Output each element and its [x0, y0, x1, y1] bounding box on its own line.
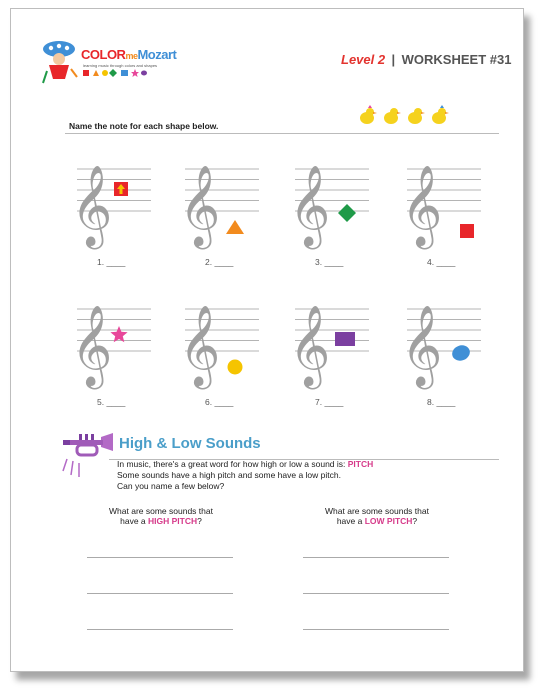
staff-7 — [287, 291, 387, 391]
treble-clef-icon: 𝄞 — [71, 164, 113, 246]
high-answer-line-3[interactable] — [87, 629, 233, 630]
logo-me-text: me — [125, 51, 138, 61]
treble-clef-icon: 𝄞 — [289, 164, 331, 246]
pitch-keyword: PITCH — [347, 459, 374, 469]
worksheet-number: WORKSHEET #31 — [401, 52, 512, 67]
high-q-line1: What are some sounds that — [109, 506, 213, 516]
note-shape-diamond — [338, 204, 356, 222]
staff-5 — [69, 291, 169, 391]
high-q-prefix: have a — [120, 516, 149, 526]
note-shape-triangle — [226, 220, 244, 234]
logo-color-text: COLOR — [81, 47, 126, 62]
low-pitch-question — [297, 506, 457, 526]
note-shape-circle — [228, 360, 243, 375]
low-q-prefix: have a — [336, 516, 365, 526]
low-pitch-keyword: LOW PITCH — [364, 516, 413, 526]
high-q-suffix: ? — [197, 516, 202, 526]
staff-1 — [69, 151, 169, 251]
staff-4 — [399, 151, 499, 251]
section-instruction: Name the note for each shape below. — [69, 121, 219, 131]
high-pitch-keyword: HIGH PITCH — [148, 516, 198, 526]
body-line-1-text: In music, there's a great word for how high or low a sound is: — [117, 459, 348, 469]
staff-exercises — [11, 9, 523, 671]
logo-mozart-text: Mozart — [137, 47, 177, 62]
low-q-line1: What are some sounds that — [325, 506, 429, 516]
body-line-1 — [117, 459, 373, 470]
header-separator: | — [391, 52, 396, 67]
staff-6 — [177, 291, 277, 391]
treble-clef-icon: 𝄞 — [179, 304, 221, 386]
level-label: Level 2 — [341, 52, 386, 67]
high-pitch-question — [81, 506, 241, 526]
trumpet-icon — [59, 431, 115, 481]
section2-heading: High & Low Sounds — [119, 435, 261, 452]
answer-label-4[interactable]: 4. ____ — [427, 257, 456, 267]
treble-clef-icon: 𝄞 — [401, 304, 443, 386]
staff-3 — [287, 151, 387, 251]
low-answer-line-1[interactable] — [303, 557, 449, 558]
answer-label-7[interactable]: 7. ____ — [315, 397, 344, 407]
answer-label-2[interactable]: 2. ____ — [205, 257, 234, 267]
low-answer-line-3[interactable] — [303, 629, 449, 630]
logo-tagline: learning music through colors and shapes — [83, 63, 158, 68]
section2-body — [117, 459, 373, 492]
body-line-3: Can you name a few below? — [117, 481, 225, 491]
staff-2 — [177, 151, 277, 251]
low-q-suffix: ? — [412, 516, 418, 526]
body-line-2: Some sounds have a high pitch and some have a low pitch. — [117, 470, 341, 480]
note-shape-rectangle — [335, 332, 355, 346]
answer-label-8[interactable]: 8. ____ — [427, 397, 456, 407]
note-shape-star — [110, 326, 127, 342]
treble-clef-icon: 𝄞 — [179, 164, 221, 246]
answer-label-1[interactable]: 1. ____ — [97, 257, 126, 267]
treble-clef-icon: 𝄞 — [71, 304, 113, 386]
high-answer-line-2[interactable] — [87, 593, 233, 594]
low-answer-line-2[interactable] — [303, 593, 449, 594]
answer-label-3[interactable]: 3. ____ — [315, 257, 344, 267]
note-shape-oval — [450, 343, 472, 363]
worksheet-page — [10, 8, 524, 672]
answer-label-6[interactable]: 6. ____ — [205, 397, 234, 407]
staff-8 — [399, 291, 499, 391]
answer-label-5[interactable]: 5. ____ — [97, 397, 126, 407]
treble-clef-icon: 𝄞 — [289, 304, 331, 386]
treble-clef-icon: 𝄞 — [401, 164, 443, 246]
note-shape-square — [460, 224, 474, 238]
high-answer-line-1[interactable] — [87, 557, 233, 558]
note-shape-square-arrow — [114, 182, 128, 196]
